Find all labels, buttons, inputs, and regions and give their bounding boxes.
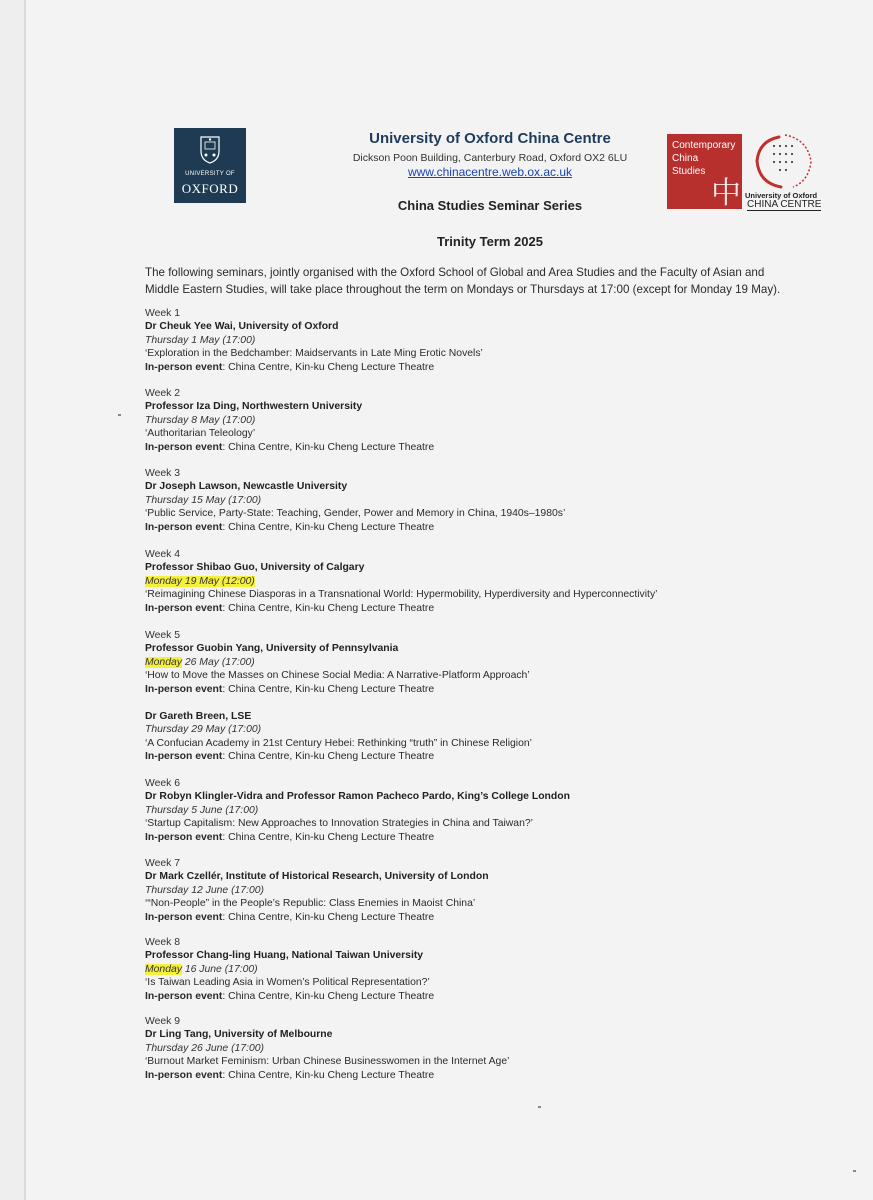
seminar-date bbox=[145, 804, 805, 817]
scan-speck bbox=[853, 1170, 856, 1172]
venue-label: In-person event bbox=[145, 602, 223, 614]
seminar-week: Week 3 bbox=[145, 468, 181, 479]
seminar-speaker: Dr Cheuk Yee Wai, University of Oxford bbox=[145, 321, 339, 333]
china-centre-emblem-icon bbox=[749, 131, 817, 191]
seminar-speaker: Professor Shibao Guo, University of Calgary bbox=[145, 562, 365, 574]
seminar-entry bbox=[145, 307, 805, 374]
seminar-week: Week 7 bbox=[145, 858, 181, 869]
series-title: China Studies Seminar Series bbox=[397, 198, 583, 213]
venue-label: In-person event bbox=[145, 683, 223, 695]
seminar-title: ‘Is Taiwan Leading Asia in Women’s Political Representation?’ bbox=[145, 977, 430, 989]
header-title: University of Oxford China Centre bbox=[369, 130, 611, 147]
intro-paragraph: The following seminars, jointly organised with the Oxford School of Global and Area Studies and the Faculty of Asian and Middle Eastern Studies, will take place throughout the term on Mondays or Thursdays at 17:00 (except for Monday 19 May). bbox=[145, 266, 781, 296]
venue-text: : China Centre, Kin-ku Cheng Lecture Theatre bbox=[222, 990, 435, 1002]
venue-text: : China Centre, Kin-ku Cheng Lecture Theatre bbox=[222, 602, 435, 614]
seminar-speaker: Dr Robyn Klingler-Vidra and Professor Ramon Pacheco Pardo, King’s College London bbox=[145, 791, 570, 803]
seminar-title: ‘“Non-People” in the People’s Republic: Class Enemies in Maoist China’ bbox=[145, 898, 476, 910]
venue-text: : China Centre, Kin-ku Cheng Lecture Theatre bbox=[222, 683, 435, 695]
seminar-speaker: Professor Chang-ling Huang, National Taiwan University bbox=[145, 950, 424, 962]
seminar-date bbox=[145, 1042, 805, 1055]
seminar-date bbox=[145, 884, 805, 897]
seminar-entry bbox=[145, 777, 805, 844]
oxford-logo-line2: OXFORD bbox=[181, 181, 239, 196]
seminar-venue bbox=[145, 750, 805, 763]
seminar-date bbox=[145, 723, 805, 736]
seminar-venue bbox=[145, 683, 805, 696]
seminar-entry bbox=[145, 1015, 805, 1082]
seminar-title: ‘Authoritarian Teleology’ bbox=[145, 428, 256, 440]
seminar-title: ‘Burnout Market Feminism: Urban Chinese Businesswomen in the Internet Age’ bbox=[145, 1056, 510, 1068]
seminar-title: ‘Public Service, Party-State: Teaching, Gender, Power and Memory in China, 1940s–1980s’ bbox=[145, 508, 566, 520]
seminar-entry bbox=[145, 857, 805, 924]
venue-text: : China Centre, Kin-ku Cheng Lecture Theatre bbox=[222, 751, 435, 763]
date-text: 26 May (17:00) bbox=[181, 656, 255, 668]
seminar-title: ‘Reimagining Chinese Diasporas in a Transnational World: Hypermobility, Hyperdiversity and Hyperconnectivity’ bbox=[145, 589, 658, 601]
seminar-venue bbox=[145, 831, 805, 844]
china-centre-logo-line2: CHINA CENTRE bbox=[747, 199, 822, 210]
date-highlight: Monday bbox=[145, 963, 182, 975]
seminar-speaker: Dr Ling Tang, University of Melbourne bbox=[145, 1029, 333, 1041]
seminar-week: Week 1 bbox=[145, 308, 181, 319]
venue-label: In-person event bbox=[145, 831, 223, 843]
seminar-date bbox=[145, 494, 805, 507]
seminar-week: Week 4 bbox=[145, 549, 181, 560]
venue-text: : China Centre, Kin-ku Cheng Lecture Theatre bbox=[222, 521, 435, 533]
oxford-logo bbox=[174, 128, 246, 203]
seminar-title: ‘How to Move the Masses on Chinese Social Media: A Narrative-Platform Approach’ bbox=[145, 670, 530, 682]
seminar-venue bbox=[145, 441, 805, 454]
seminar-entry bbox=[145, 936, 805, 1003]
ccs-logo-glyph: 中 bbox=[711, 176, 741, 211]
scan-speck bbox=[538, 1106, 541, 1108]
seminar-speaker: Dr Joseph Lawson, Newcastle University bbox=[145, 481, 348, 493]
seminar-week: Week 9 bbox=[145, 1016, 181, 1027]
date-text: Thursday 15 May (17:00) bbox=[145, 494, 262, 506]
venue-label: In-person event bbox=[145, 521, 223, 533]
term-title: Trinity Term 2025 bbox=[437, 234, 543, 249]
seminar-title: ‘Startup Capitalism: New Approaches to Innovation Strategies in China and Taiwan?’ bbox=[145, 818, 533, 830]
seminar-speaker: Professor Iza Ding, Northwestern University bbox=[145, 401, 363, 413]
seminar-entry bbox=[145, 629, 805, 696]
seminar-venue bbox=[145, 990, 805, 1003]
date-text: Thursday 1 May (17:00) bbox=[145, 334, 256, 346]
date-text: Thursday 26 June (17:00) bbox=[145, 1042, 264, 1054]
seminar-speaker: Dr Mark Czellér, Institute of Historical Research, University of London bbox=[145, 871, 489, 883]
ccs-logo-line2: China bbox=[672, 153, 699, 164]
seminar-week: Week 8 bbox=[145, 937, 181, 948]
date-text: Thursday 5 June (17:00) bbox=[145, 804, 259, 816]
venue-label: In-person event bbox=[145, 441, 223, 453]
venue-text: : China Centre, Kin-ku Cheng Lecture Theatre bbox=[222, 831, 435, 843]
seminar-entry bbox=[145, 467, 805, 534]
ccs-logo-line3: Studies bbox=[672, 166, 706, 177]
seminar-date bbox=[145, 414, 805, 427]
seminar-week: Week 6 bbox=[145, 778, 181, 789]
seminar-title: ‘A Confucian Academy in 21st Century Hebei: Rethinking “truth” in Chinese Religion’ bbox=[145, 737, 532, 749]
oxford-crest-icon bbox=[199, 134, 221, 164]
seminar-entry bbox=[145, 710, 805, 764]
venue-label: In-person event bbox=[145, 1069, 223, 1081]
venue-text: : China Centre, Kin-ku Cheng Lecture Theatre bbox=[222, 1069, 435, 1081]
seminar-speaker: Professor Guobin Yang, University of Pennsylvania bbox=[145, 643, 399, 655]
seminar-date bbox=[145, 575, 805, 588]
date-text: Thursday 29 May (17:00) bbox=[145, 724, 262, 736]
seminar-venue bbox=[145, 602, 805, 615]
contemporary-china-studies-logo bbox=[667, 134, 742, 209]
oxford-logo-line1: UNIVERSITY OF bbox=[185, 171, 235, 177]
date-highlight: Monday 19 May (12:00) bbox=[145, 575, 255, 587]
seminar-date bbox=[145, 334, 805, 347]
scan-speck bbox=[118, 414, 121, 416]
date-highlight: Monday bbox=[145, 656, 182, 668]
seminar-date bbox=[145, 963, 805, 976]
venue-label: In-person event bbox=[145, 911, 223, 923]
china-centre-logo-line1: University of Oxford bbox=[745, 191, 818, 200]
seminar-venue bbox=[145, 361, 805, 374]
seminar-speaker: Dr Gareth Breen, LSE bbox=[145, 711, 252, 722]
date-text: Thursday 12 June (17:00) bbox=[145, 884, 264, 896]
venue-label: In-person event bbox=[145, 361, 223, 373]
seminar-entry bbox=[145, 548, 805, 615]
date-text: Thursday 8 May (17:00) bbox=[145, 414, 256, 426]
seminar-venue bbox=[145, 1069, 805, 1082]
header-address: Dickson Poon Building, Canterbury Road, Oxford OX2 6LU bbox=[352, 152, 628, 164]
header-url-link[interactable]: www.chinacentre.web.ox.ac.uk bbox=[407, 165, 573, 179]
venue-text: : China Centre, Kin-ku Cheng Lecture Theatre bbox=[222, 441, 435, 453]
seminar-venue bbox=[145, 911, 805, 924]
seminar-venue bbox=[145, 521, 805, 534]
seminar-week: Week 5 bbox=[145, 630, 181, 641]
venue-text: : China Centre, Kin-ku Cheng Lecture Theatre bbox=[222, 911, 435, 923]
venue-label: In-person event bbox=[145, 751, 223, 763]
seminar-entry bbox=[145, 387, 805, 454]
seminar-week: Week 2 bbox=[145, 388, 181, 399]
seminar-date bbox=[145, 656, 805, 669]
seminar-title: ‘Exploration in the Bedchamber: Maidservants in Late Ming Erotic Novels’ bbox=[145, 348, 483, 360]
date-text: 16 June (17:00) bbox=[181, 963, 258, 975]
venue-text: : China Centre, Kin-ku Cheng Lecture Theatre bbox=[222, 361, 435, 373]
venue-label: In-person event bbox=[145, 990, 223, 1002]
ccs-logo-line1: Contemporary bbox=[672, 140, 736, 151]
